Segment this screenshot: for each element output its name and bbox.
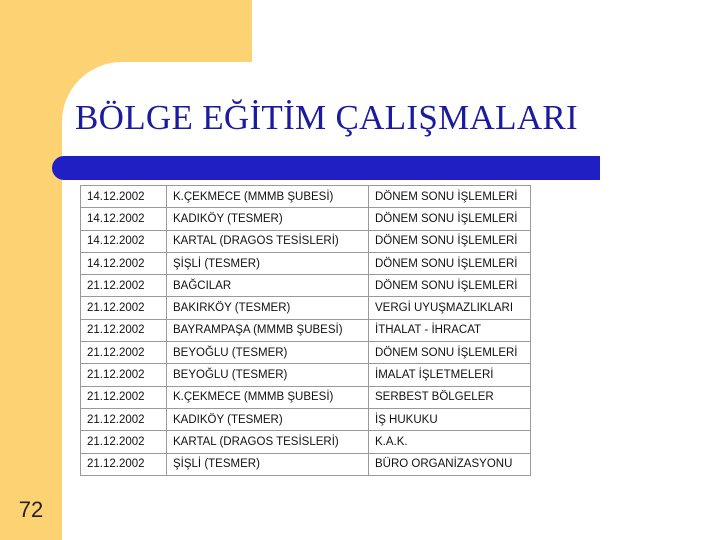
location-cell: K.ÇEKMECE (MMMB ŞUBESİ) xyxy=(167,386,369,408)
date-cell: 21.12.2002 xyxy=(81,431,167,453)
topic-cell: İŞ HUKUKU xyxy=(369,408,531,430)
topic-cell: DÖNEM SONU İŞLEMLERİ xyxy=(369,230,531,252)
table-row xyxy=(81,208,531,230)
date-cell: 21.12.2002 xyxy=(81,453,167,475)
topic-cell: BÜRO ORGANİZASYONU xyxy=(369,453,531,475)
table-body xyxy=(81,186,531,476)
date-cell: 14.12.2002 xyxy=(81,252,167,274)
location-cell: ŞİŞLİ (TESMER) xyxy=(167,252,369,274)
topic-cell: İTHALAT - İHRACAT xyxy=(369,319,531,341)
table-row xyxy=(81,319,531,341)
table-row xyxy=(81,252,531,274)
location-cell: BAĞCILAR xyxy=(167,275,369,297)
decorative-left-strip xyxy=(0,0,62,540)
topic-cell: DÖNEM SONU İŞLEMLERİ xyxy=(369,208,531,230)
location-cell: KADIKÖY (TESMER) xyxy=(167,408,369,430)
location-cell: K.ÇEKMECE (MMMB ŞUBESİ) xyxy=(167,186,369,208)
topic-cell: DÖNEM SONU İŞLEMLERİ xyxy=(369,275,531,297)
date-cell: 14.12.2002 xyxy=(81,230,167,252)
slide-number: 72 xyxy=(18,497,44,522)
table-row xyxy=(81,453,531,475)
table-row xyxy=(81,297,531,319)
date-cell: 21.12.2002 xyxy=(81,386,167,408)
table-row xyxy=(81,386,531,408)
date-cell: 21.12.2002 xyxy=(81,364,167,386)
location-cell: BEYOĞLU (TESMER) xyxy=(167,342,369,364)
date-cell: 21.12.2002 xyxy=(81,297,167,319)
location-cell: KADIKÖY (TESMER) xyxy=(167,208,369,230)
table-row xyxy=(81,230,531,252)
location-cell: KARTAL (DRAGOS TESİSLERİ) xyxy=(167,431,369,453)
topic-cell: SERBEST BÖLGELER xyxy=(369,386,531,408)
topic-cell: DÖNEM SONU İŞLEMLERİ xyxy=(369,186,531,208)
table-row xyxy=(81,186,531,208)
topic-cell: DÖNEM SONU İŞLEMLERİ xyxy=(369,342,531,364)
topic-cell: K.A.K. xyxy=(369,431,531,453)
date-cell: 21.12.2002 xyxy=(81,342,167,364)
table-row xyxy=(81,408,531,430)
location-cell: KARTAL (DRAGOS TESİSLERİ) xyxy=(167,230,369,252)
table-row xyxy=(81,275,531,297)
slide-title: BÖLGE EĞİTİM ÇALIŞMALARI xyxy=(75,98,578,137)
table-row xyxy=(81,342,531,364)
date-cell: 21.12.2002 xyxy=(81,275,167,297)
date-cell: 14.12.2002 xyxy=(81,186,167,208)
topic-cell: VERGİ UYUŞMAZLIKLARI xyxy=(369,297,531,319)
title-underline-bar xyxy=(52,156,600,180)
topic-cell: DÖNEM SONU İŞLEMLERİ xyxy=(369,252,531,274)
date-cell: 14.12.2002 xyxy=(81,208,167,230)
table-row xyxy=(81,431,531,453)
location-cell: BAYRAMPAŞA (MMMB ŞUBESİ) xyxy=(167,319,369,341)
table-row xyxy=(81,364,531,386)
location-cell: BEYOĞLU (TESMER) xyxy=(167,364,369,386)
training-schedule-table xyxy=(80,185,531,476)
date-cell: 21.12.2002 xyxy=(81,408,167,430)
topic-cell: İMALAT İŞLETMELERİ xyxy=(369,364,531,386)
date-cell: 21.12.2002 xyxy=(81,319,167,341)
location-cell: BAKIRKÖY (TESMER) xyxy=(167,297,369,319)
location-cell: ŞİŞLİ (TESMER) xyxy=(167,453,369,475)
